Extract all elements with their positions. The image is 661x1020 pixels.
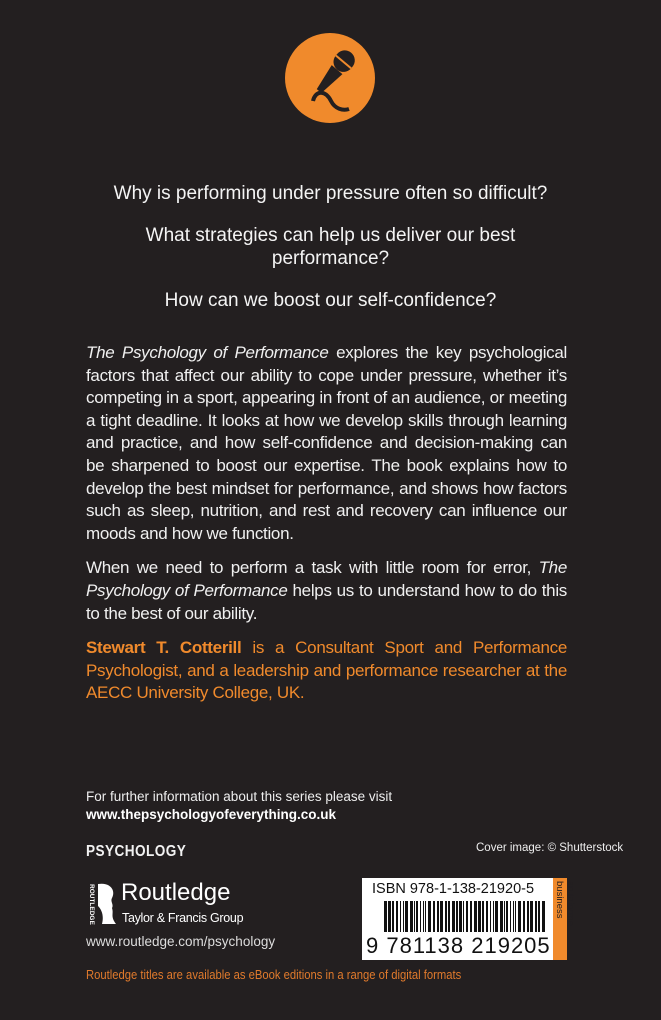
- description-text: When we need to perform a task with little room for error,: [86, 558, 539, 578]
- ebook-note: Routledge titles are available as eBook editions in a range of digital formats: [86, 968, 462, 982]
- barcode-bar: [504, 901, 505, 932]
- barcode-bar: [527, 901, 529, 932]
- category-label: PSYCHOLOGY: [86, 843, 187, 860]
- barcode-bar: [486, 901, 488, 932]
- question-3: How can we boost our self-confidence?: [164, 290, 497, 311]
- barcode-bar: [478, 901, 481, 932]
- barcode-bar: [437, 901, 439, 932]
- main-text: [86, 182, 575, 717]
- barcode-bar: [510, 901, 511, 932]
- routledge-logo-text: ROUTLEDGE: [88, 884, 95, 925]
- barcode-bar: [513, 901, 514, 932]
- barcode-bar: [416, 901, 418, 932]
- barcode-bar: [445, 901, 447, 932]
- barcode-bar: [414, 901, 415, 932]
- barcode-bar: [474, 901, 477, 932]
- barcode-bar: [405, 901, 408, 932]
- barcode-bar: [495, 901, 498, 932]
- series-info: For further information about this series please visit: [86, 789, 393, 804]
- barcode-bar: [452, 901, 455, 932]
- barcode-bar: [459, 901, 462, 932]
- barcode-bar: [433, 901, 435, 932]
- isbn-text: ISBN 978-1-138-21920-5: [372, 881, 535, 897]
- microphone-icon: [285, 33, 375, 123]
- barcode-bar: [400, 901, 401, 932]
- barcode-bar: [515, 901, 516, 932]
- isbn-barcode: [362, 878, 576, 960]
- barcode-bar: [530, 901, 533, 932]
- author-name: Stewart T. Cotterill: [86, 638, 242, 658]
- barcode-bar: [463, 901, 464, 932]
- author-bio: [86, 637, 567, 705]
- question-2: What strategies can help us deliver our best performance?: [145, 225, 516, 269]
- description-text: helps us to understand how to do this to the best of our ability.: [86, 580, 567, 623]
- informa-band: [553, 878, 576, 960]
- book-title: The Psychology of Performance: [86, 343, 329, 362]
- barcode-bar: [423, 901, 424, 932]
- book-title: The Psychology of Performance: [86, 558, 567, 600]
- barcode-bar: [518, 901, 521, 932]
- barcode-bar: [493, 901, 494, 932]
- barcode-bar: [392, 901, 394, 932]
- barcode-bars: [384, 901, 547, 932]
- publisher-group: Taylor & Francis Group: [122, 911, 244, 925]
- barcode-bar: [470, 901, 472, 932]
- description-paragraph-2: [86, 557, 567, 625]
- barcode-bar: [448, 901, 450, 932]
- barcode-number: 9 781138 219205: [366, 933, 551, 958]
- barcode-bar: [440, 901, 443, 932]
- cover-credit: Cover image: © Shutterstock: [476, 842, 624, 854]
- question-1: Why is performing under pressure often so difficult?: [113, 183, 548, 204]
- barcode-bar: [425, 901, 426, 932]
- barcode-bar: [456, 901, 458, 932]
- barcode-bar: [388, 901, 391, 932]
- barcode-bar: [523, 901, 525, 932]
- description-paragraph-1: [86, 342, 567, 545]
- author-bio-text: is a Consultant Sport and Performance Psychologist, and a leadership and performance researcher at the AECC University College, UK.: [86, 638, 567, 703]
- barcode-bar: [500, 901, 503, 932]
- barcode-bar: [403, 901, 404, 932]
- series-url[interactable]: www.thepsychologyofeverything.co.uk: [86, 807, 337, 822]
- barcode-bar: [490, 901, 491, 932]
- barcode-bar: [396, 901, 398, 932]
- publisher-name: Routledge: [121, 879, 231, 906]
- barcode-bar: [420, 901, 421, 932]
- barcode-bar: [384, 901, 387, 932]
- description-text: explores the key psychological factors that affect our ability to cope under pressure, whether it’s competing in a sport, appearing in front of an audience, or meeting a tight deadline. It looks at how we develop skills through learning and practice, and how self-confidence and decision-making can be sharpened to boost our expertise. The book explains how to develop the best mindset for performance, and shows how factors such as sleep, nutrition, and rest and recovery can influence our moods and how we function.: [86, 343, 567, 543]
- barcode-bar: [538, 901, 540, 932]
- barcode-bar: [466, 901, 468, 932]
- publisher-url[interactable]: www.routledge.com/psychology: [86, 934, 276, 949]
- barcode-bar: [542, 901, 545, 932]
- informa-text: an informa business: [554, 881, 576, 926]
- barcode-bar: [428, 901, 431, 932]
- barcode-bar: [535, 901, 537, 932]
- barcode-bar: [482, 901, 484, 932]
- routledge-logo-icon: [86, 882, 120, 926]
- barcode-bar: [410, 901, 413, 932]
- barcode-bar: [506, 901, 508, 932]
